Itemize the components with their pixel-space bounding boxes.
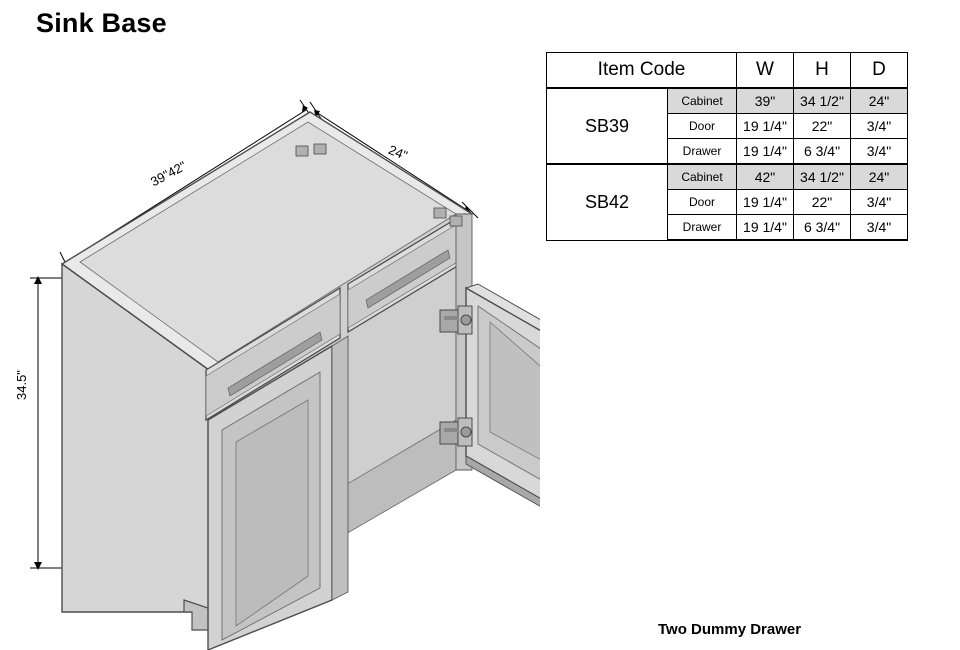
table-row	[547, 88, 908, 114]
cabinet-center-stile	[332, 336, 348, 600]
cell-d: 24"	[851, 88, 908, 114]
dimension-label-width: 39"42"	[148, 158, 189, 190]
cell-w: 19 1/4"	[737, 114, 794, 139]
cell-d: 3/4"	[851, 215, 908, 241]
cell-w: 42"	[737, 164, 794, 190]
row-label-drawer: Drawer	[668, 215, 737, 241]
cell-w: 19 1/4"	[737, 215, 794, 241]
page-title: Sink Base	[36, 8, 167, 38]
cell-w: 19 1/4"	[737, 190, 794, 215]
footer-note: Two Dummy Drawer	[658, 621, 802, 638]
cell-h: 22"	[794, 114, 851, 139]
cell-d: 3/4"	[851, 190, 908, 215]
hinge-upper	[440, 306, 472, 334]
header-item-code: Item Code	[547, 53, 737, 89]
header-width: W	[737, 53, 794, 89]
cell-w: 19 1/4"	[737, 139, 794, 165]
row-label-drawer: Drawer	[668, 139, 737, 165]
hinge-lower	[440, 418, 472, 446]
row-label-cabinet: Cabinet	[668, 164, 737, 190]
cell-d: 3/4"	[851, 114, 908, 139]
cell-h: 6 3/4"	[794, 139, 851, 165]
table-row	[547, 164, 908, 190]
item-code-sb39: SB39	[547, 88, 668, 164]
specification-table	[546, 52, 908, 241]
cell-w: 39"	[737, 88, 794, 114]
item-code-sb42: SB42	[547, 164, 668, 240]
cell-h: 34 1/2"	[794, 164, 851, 190]
row-label-door: Door	[668, 114, 737, 139]
cell-h: 34 1/2"	[794, 88, 851, 114]
cell-h: 6 3/4"	[794, 215, 851, 241]
header-height: H	[794, 53, 851, 89]
dimension-label-height: 34.5"	[14, 370, 29, 400]
cell-h: 22"	[794, 190, 851, 215]
header-depth: D	[851, 53, 908, 89]
cell-d: 3/4"	[851, 139, 908, 165]
dimension-label-depth: 24"	[386, 142, 410, 164]
row-label-door: Door	[668, 190, 737, 215]
table-header-row	[547, 53, 908, 89]
row-label-cabinet: Cabinet	[668, 88, 737, 114]
cell-d: 24"	[851, 164, 908, 190]
